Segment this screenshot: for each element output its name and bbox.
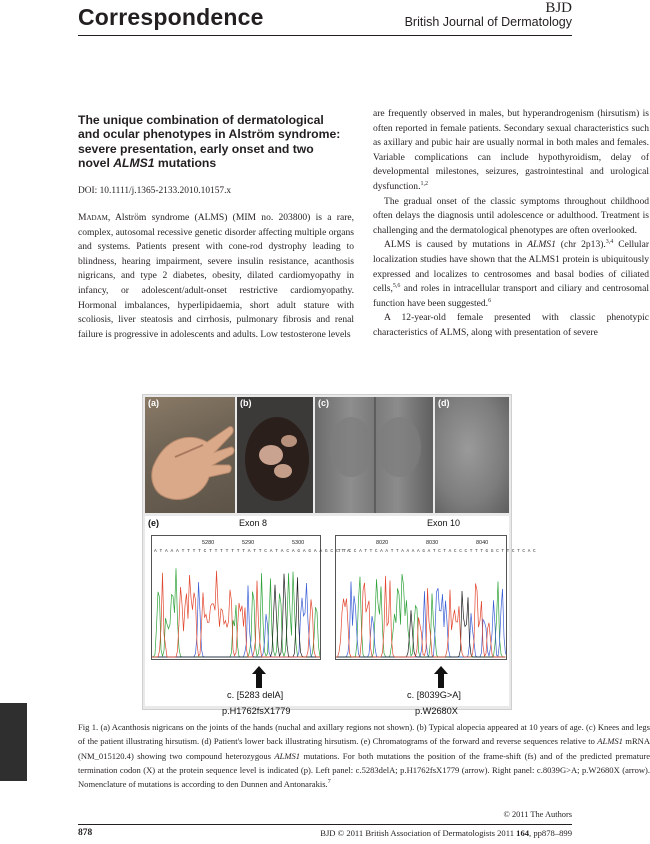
scalp-image — [237, 397, 313, 513]
reference[interactable]: 5,6 — [392, 282, 401, 289]
side-tab — [0, 703, 27, 781]
paragraph-text: Alström syndrome (ALMS) (MIM no. 203800) is a rare, complex, autosomal recessive genetic disorder affecting multiple organs and systems. Patients present with cone-rod dystrophy leading to blindness, hearing impairment, severe insulin resistance, acanthosis nigricans, and type 2 diabetes, obesity, dilated cardiomyopathy in infancy, or adolescent/adult-onset restrictive cardiomyopathy. Hormonal imbalances, hyperlipidaemia, short adult stature with scoliosis, liver steatosis and cirrhosis, pulmonary fibrosis and renal failure is progressive in adolescents and adults. Low testosterone levels — [78, 212, 354, 340]
tick-label: 8020 — [376, 540, 389, 546]
alopecia-patch — [281, 435, 297, 447]
paragraph-text: and roles in intracellular transport and ciliary and centrosomal function have been suggested. — [373, 283, 649, 309]
tick-label: 8040 — [476, 540, 489, 546]
caption-text: mutations. For both mutations the position of the frame-shift (fs) and of the predicted premature termination codon (X) at the protein sequence level is indicated (p). Left panel: c.5283delA; p.H1762fsX1779 (arrow). Right panel: c.8039G>A; p.W2680X (arrow). Nomenclature of mutations is according to den Dunnen and Antonarakis. — [78, 750, 650, 790]
reference[interactable]: 1,2 — [420, 180, 428, 187]
panel-label-b: (b) — [240, 398, 252, 408]
alopecia-patch — [274, 464, 292, 478]
mutation-protein-right: p.W2680X — [415, 706, 458, 716]
reference[interactable]: 6 — [488, 297, 492, 304]
paragraph-text: The gradual onset of the classic symptoms throughout childhood often delays the diagnosis until adolescence or adulthood. Treatment is challenging and the dermatological phenotypes are often overlooked. — [373, 195, 649, 236]
article-title — [78, 113, 346, 171]
paragraph — [373, 311, 649, 340]
salutation: Madam, — [78, 212, 111, 223]
panel-a-hand-photo — [145, 397, 235, 513]
caption-label: Fig 1. — [78, 722, 99, 732]
mutation-protein-left: p.H1762fsX1779 — [222, 706, 291, 716]
hand-shape — [152, 427, 234, 500]
body-column-right — [373, 107, 649, 341]
paragraph — [373, 238, 649, 311]
gene-name: ALMS1 — [274, 750, 301, 761]
gene-name: ALMS1 — [597, 736, 623, 747]
paragraph-text: Cellular localization studies have shown that the ALMS1 protein is ubiquitously expressed and localizes to centrosomes and basal bodies of ciliated cells, — [373, 239, 649, 295]
footer-rule — [78, 824, 572, 825]
knee-shape — [377, 417, 421, 477]
paragraph-text: ALMS is caused by mutations in — [384, 239, 528, 251]
alopecia-patch — [259, 445, 283, 465]
mutation-arrow-icon — [252, 666, 266, 688]
panel-c-knees-photo — [315, 397, 433, 513]
journal-abbreviation: BJD — [545, 0, 572, 16]
figure-caption — [78, 720, 650, 791]
copyright: © 2011 The Authors — [503, 810, 572, 819]
exon-label-right: Exon 10 — [427, 518, 461, 528]
page-number: 878 — [78, 828, 93, 838]
hand-image — [145, 397, 235, 513]
tick-label: 8030 — [426, 540, 439, 546]
panel-d-back-photo — [435, 397, 509, 513]
citation-text: BJD © 2011 British Association of Dermatologists 2011 — [320, 828, 517, 838]
mutation-cdna-right: c. [8039G>A] — [407, 690, 461, 700]
figure-1 — [142, 394, 536, 716]
chromatogram-left-traces — [152, 536, 350, 659]
paragraph — [78, 211, 354, 342]
title-line-4: novel — [78, 156, 114, 171]
base-sequence: T T C C A T T C A A T T A A A A G A T C T A C C C T T T G G C T T C T C A C — [338, 549, 536, 554]
caption-text: (a) Acanthosis nigricans on the joints of the hands (nuchal and axillary regions not shown). (b) Typical alopecia appeared at 10 years of age. (c) Knees and legs of the patient illustrating hirsutism. (d) Patient's lower back illustrating hirsutism. (e) Chromatograms of the forward and reverse sequences relative to — [78, 722, 650, 747]
title-gene: ALMS1 — [113, 156, 155, 171]
tick-label: 5300 — [292, 540, 305, 546]
gene-name: ALMS1 — [527, 239, 556, 251]
knee-shape — [329, 417, 373, 477]
reference[interactable]: 3,4 — [605, 239, 614, 246]
journal-name: British Journal of Dermatology — [404, 15, 572, 29]
chromatogram-right — [335, 535, 536, 660]
chromatogram-left — [151, 535, 350, 660]
paragraph-text: (chr 2p13). — [555, 239, 606, 251]
paragraph — [373, 107, 649, 195]
title-line-2: and ocular phenotypes in Alström syndrome: — [78, 127, 341, 142]
knees-image — [315, 397, 433, 513]
base-sequence: A T A A A T T T T C T T T T T T T A T T C A T A C A G A G A A G C C T A — [154, 549, 350, 554]
chromatogram-right-traces — [336, 536, 536, 659]
reference[interactable]: 7 — [327, 779, 331, 786]
panel-b-scalp-photo — [237, 397, 313, 513]
paragraph-text: A 12-year-old female presented with classic phenotypic characteristics of ALMS, along with presentation of severe — [373, 312, 649, 338]
mutation-arrow-icon — [434, 666, 448, 688]
title-line-3: severe presentation, early onset and two — [78, 141, 314, 156]
panel-e-chromatograms — [145, 516, 536, 716]
paragraph-text: are frequently observed in males, but hyperandrogenism (hirsutism) is often reported in female patients. Secondary sexual characteristics such as axillary and pubic hair are usually normal in both males and females. Variable complications can include hypothyroidism, delay of developmental milestones, seizures, gastrointestinal and urological dysfunction. — [373, 108, 649, 192]
paragraph — [373, 195, 649, 239]
title-line-4-end: mutations — [154, 156, 217, 171]
panel-label-a: (a) — [148, 398, 159, 408]
citation — [320, 828, 572, 838]
panel-label-e: (e) — [148, 518, 159, 528]
tick-label: 5280 — [202, 540, 215, 546]
section-title: Correspondence — [78, 4, 264, 30]
caption-text: mRNA (NM_015120.4) showing two compound heterozygous — [78, 736, 650, 761]
mutation-cdna-left: c. [5283 delA] — [227, 690, 284, 700]
tick-label: 5290 — [242, 540, 255, 546]
title-line-1: The unique combination of dermatological — [78, 113, 324, 127]
panel-label-c: (c) — [318, 398, 329, 408]
panel-label-d: (d) — [438, 398, 450, 408]
doi[interactable]: DOI: 10.1111/j.1365-2133.2010.10157.x — [78, 186, 232, 196]
volume: 164 — [516, 828, 530, 838]
exon-label-left: Exon 8 — [239, 518, 268, 528]
header-rule — [78, 35, 572, 36]
body-column-left — [78, 211, 354, 342]
citation-pages: , pp878–899 — [529, 828, 572, 838]
